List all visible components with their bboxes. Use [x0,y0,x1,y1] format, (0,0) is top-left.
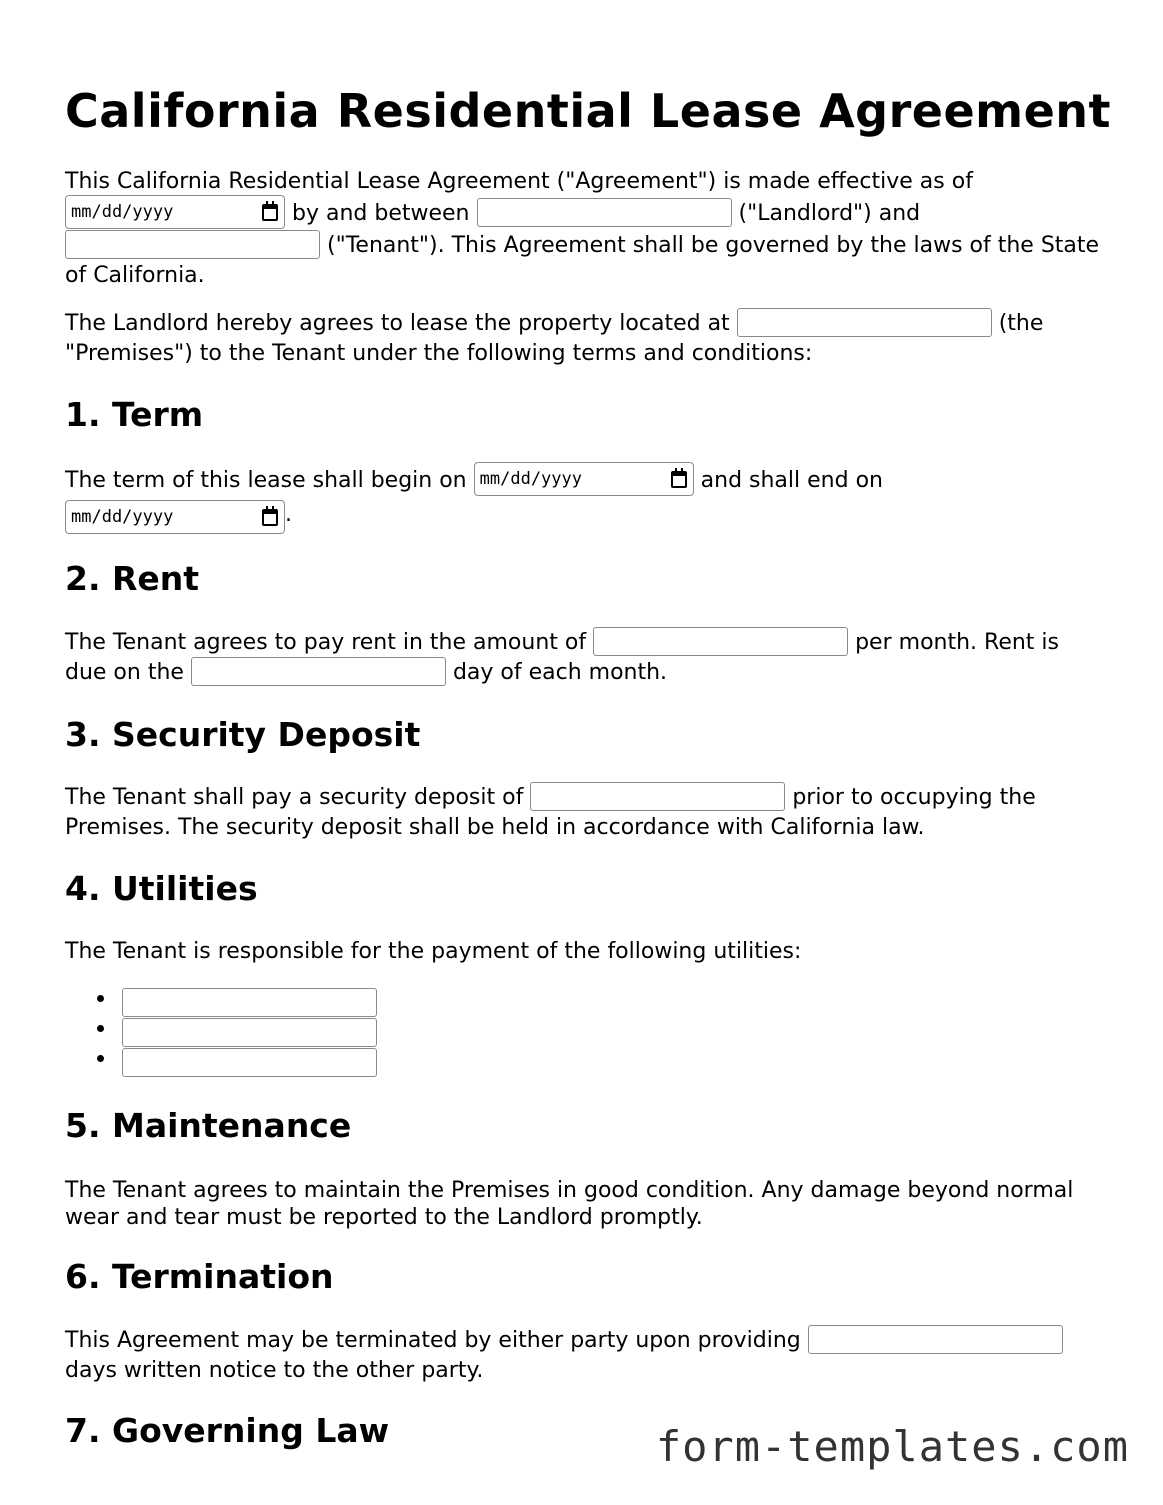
lease-end-date-input[interactable]: mm/dd/yyyy [65,500,285,534]
bullet-icon [97,1055,104,1062]
calendar-icon[interactable] [262,509,278,526]
utility-input-3[interactable] [122,1048,377,1077]
section-heading-rent: 2. Rent [65,559,200,598]
page-title: California Residential Lease Agreement [65,84,1112,138]
utilities-list [65,988,377,1078]
utility-input-1[interactable] [122,988,377,1017]
notice-days-input[interactable] [808,1325,1063,1354]
calendar-icon[interactable] [671,471,687,488]
list-item [65,1018,377,1048]
deposit-paragraph: The Tenant shall pay a security deposit of prior to occupying the Premises. The security deposit shall be held in accordance with California law. [65,783,1100,843]
term-paragraph: The term of this lease shall begin on mm/dd/yyyy and shall end on mm/dd/yyyy . [65,464,1100,532]
section-heading-term: 1. Term [65,395,204,434]
termination-paragraph: This Agreement may be terminated by either party upon providing days written notice to the other party. [65,1326,1100,1386]
bullet-icon [97,1025,104,1032]
section-heading-utilities: 4. Utilities [65,869,258,908]
section-heading-maintenance: 5. Maintenance [65,1106,352,1145]
tenant-name-input[interactable] [65,230,320,259]
property-address-input[interactable] [737,308,992,337]
utilities-paragraph: The Tenant is responsible for the payment of the following utilities: [65,939,802,964]
section-heading-security-deposit: 3. Security Deposit [65,715,421,754]
calendar-icon[interactable] [262,204,278,221]
watermark: form-templates.com [655,1422,1129,1471]
maintenance-paragraph: The Tenant agrees to maintain the Premises in good condition. Any damage beyond normal wear and tear must be reported to the Landlord promptly. [65,1178,1074,1230]
list-item [65,1048,377,1078]
utility-input-2[interactable] [122,1018,377,1047]
bullet-icon [97,995,104,1002]
rent-due-day-input[interactable] [191,657,446,686]
effective-date-input[interactable]: mm/dd/yyyy [65,195,285,229]
rent-amount-input[interactable] [593,627,848,656]
section-heading-governing-law: 7. Governing Law [65,1411,390,1450]
rent-paragraph: The Tenant agrees to pay rent in the amount of per month. Rent is due on the day of each month. [65,628,1100,688]
premises-paragraph: The Landlord hereby agrees to lease the property located at (the "Premises") to the Tenant under the following terms and conditions: [65,309,1100,369]
landlord-name-input[interactable] [477,198,732,227]
security-deposit-input[interactable] [530,782,785,811]
list-item [65,988,377,1018]
intro-paragraph: This California Residential Lease Agreement ("Agreement") is made effective as of mm/dd/yyyy by and between ("Landlord") and ("Tenant"). This Agreement shall be governed by the laws of the State of California. [65,169,1100,288]
section-heading-termination: 6. Termination [65,1257,334,1296]
lease-start-date-input[interactable]: mm/dd/yyyy [474,462,694,496]
